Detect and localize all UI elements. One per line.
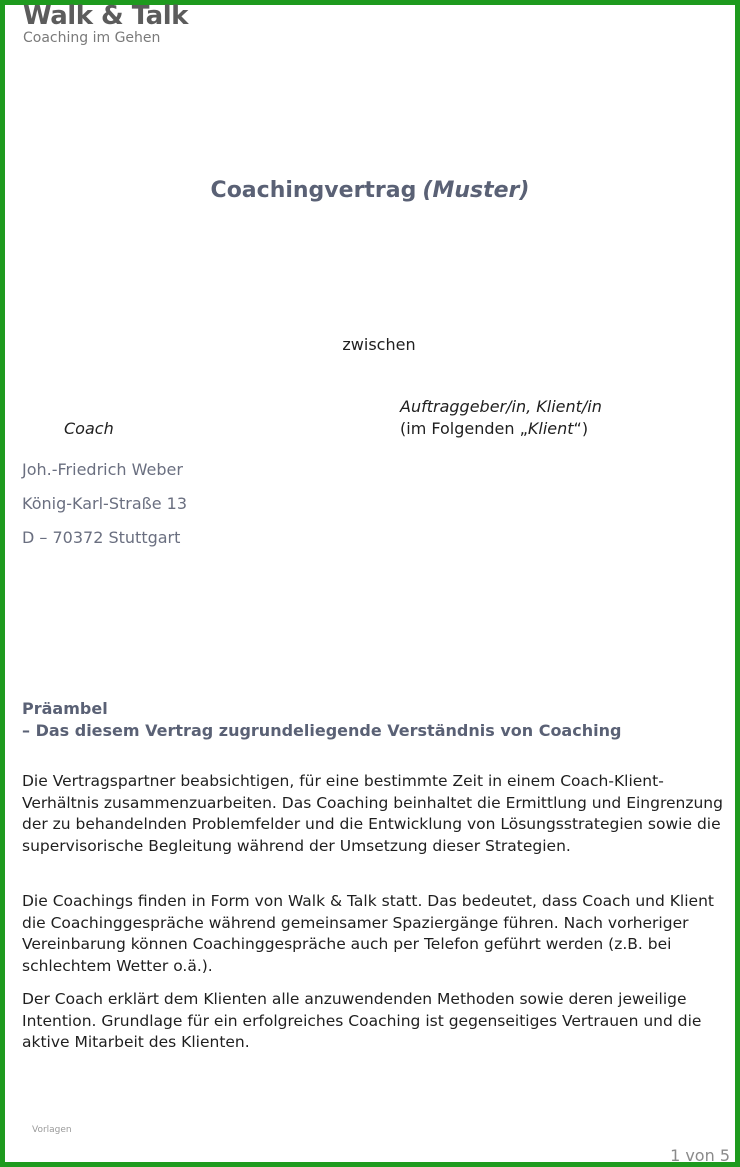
preamble-subheading: – Das diesem Vertrag zugrundeliegende Verständnis von Coaching [22,721,622,740]
title-muster: (Muster) [422,178,530,203]
logo-subtitle: Coaching im Gehen [23,30,161,46]
client-note [400,419,588,438]
address-street: König-Karl-Straße 13 [22,494,187,513]
paragraph-2: Die Coachings finden in Form von Walk & Talk statt. Das bedeutet, dass Coach und Klient die Coachinggespräche während gemeinsamer Spaziergänge führen. Nach vorheriger Vereinbarung können Coachinggespräche auch per Telefon geführt werden (z.B. bei schlechtem Wetter o.ä.). [22,892,714,975]
preamble-heading-block [22,698,621,742]
title-main: Coachingvertrag [210,178,417,203]
paragraph-1: Die Vertragspartner beabsichtigen, für eine bestimmte Zeit in einem Coach-Klient-Verhältnis zusammenzuarbeiten. Das Coaching beinhaltet die Ermittlung und Eingrenzung der zu behandelnden Problemfelder und die Entwicklung von Lösungsstrategien sowie die supervisorische Begleitung während der Umsetzung dieser Strategien. [22,772,723,855]
between-label: zwischen [342,335,416,354]
address-city: D – 70372 Stuttgart [22,528,181,547]
client-note-suffix: “) [573,419,589,438]
preamble-heading: Präambel [22,699,108,718]
logo-title: Walk & Talk [23,1,188,31]
document-title [0,178,740,203]
page-number: 1 von 5 [670,1146,730,1165]
coach-label: Coach [64,419,114,438]
logo [23,2,188,46]
footer-watermark: Vorlagen [32,1125,72,1135]
client-note-prefix: (im Folgenden „ [400,419,528,438]
address-name: Joh.-Friedrich Weber [22,460,183,479]
client-label: Auftraggeber/in, Klient/in [400,397,602,416]
paragraph-3: Der Coach erklärt dem Klienten alle anzuwendenden Methoden sowie deren jeweilige Intention. Grundlage für ein erfolgreiches Coaching ist gegenseitiges Vertrauen und die aktive Mitarbeit des Klienten. [22,990,702,1051]
client-note-name: Klient [527,419,574,438]
